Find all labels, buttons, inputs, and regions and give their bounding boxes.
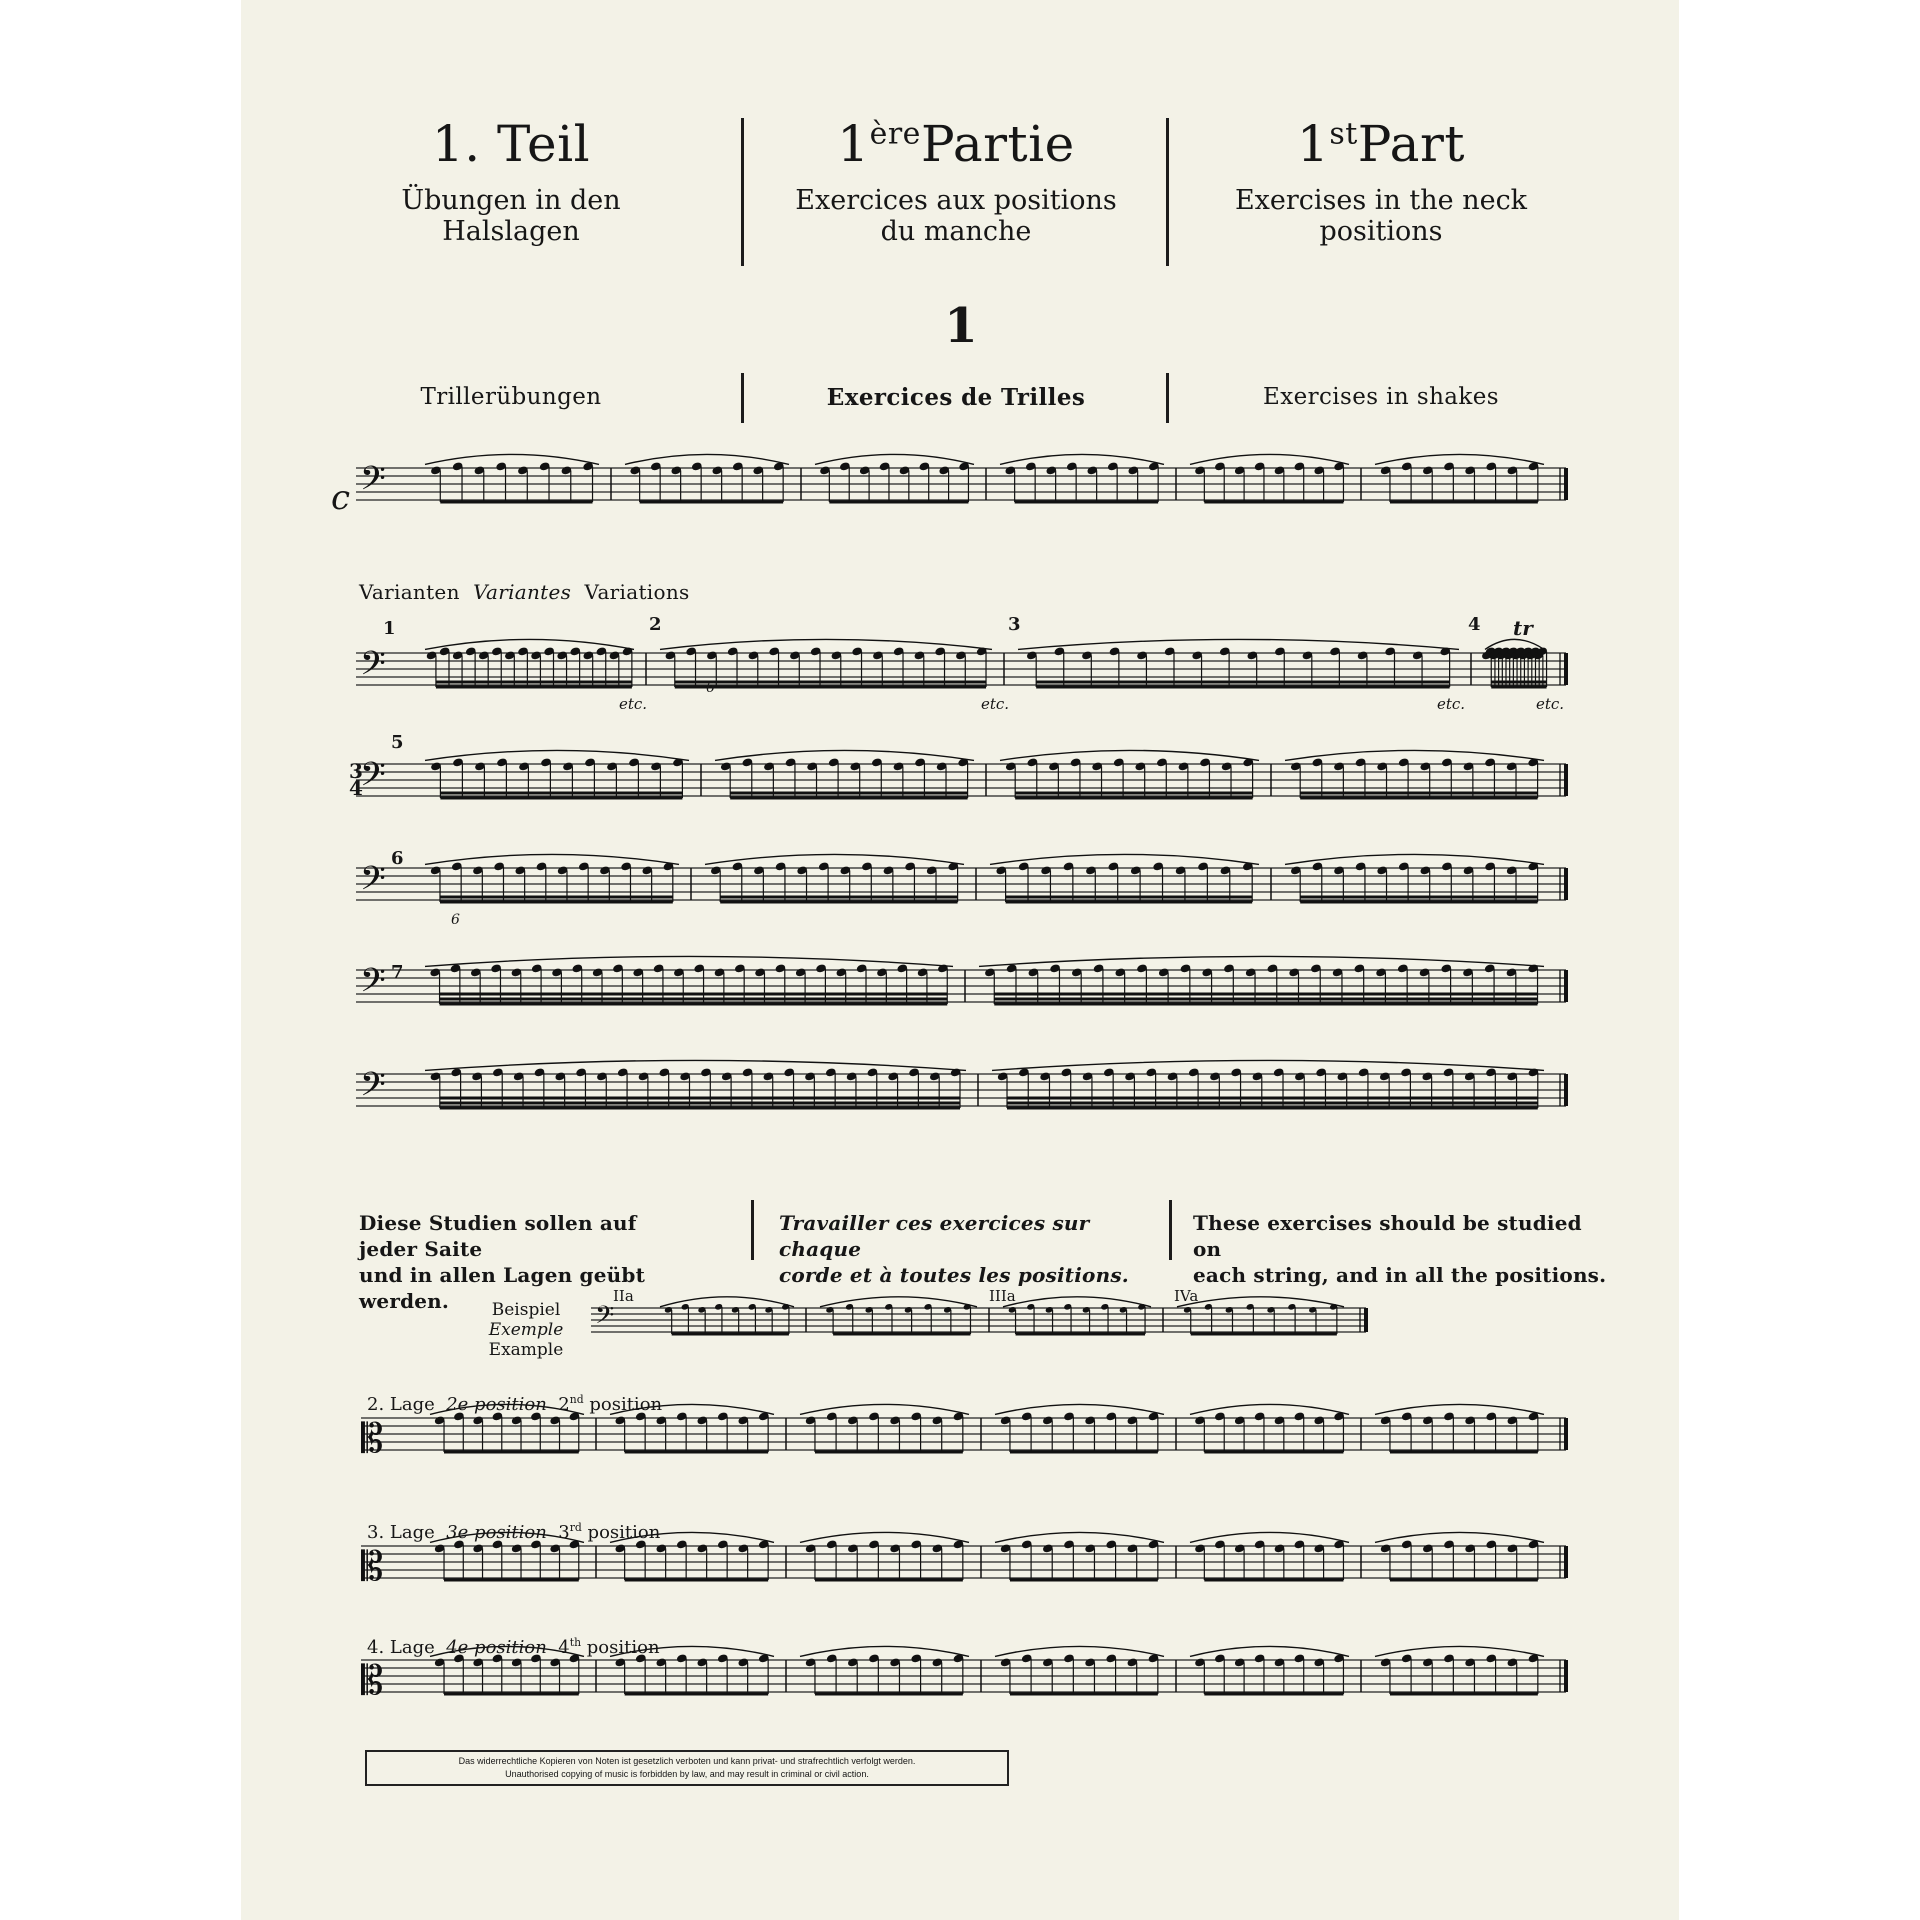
etc-mark: etc. (619, 695, 648, 713)
slur (800, 1532, 969, 1542)
bass-clef: 𝄢 (595, 1301, 615, 1336)
part-subtitle-en: Exercises in the neck positions (1234, 185, 1528, 247)
variation-number: 1 (383, 618, 396, 639)
part-title-en: 1stPart (1297, 115, 1465, 173)
position-marker: IIIa (989, 1287, 1016, 1305)
etc-mark: etc. (1536, 695, 1565, 713)
bass-clef: 𝄢 (360, 860, 386, 906)
variation-number: 2 (649, 614, 662, 635)
slur (425, 750, 689, 760)
slur (992, 1060, 1544, 1070)
instructions-de: Diese Studien sollen auf jeder Saite und in allen Lagen geübt werden. (359, 1211, 646, 1313)
slur (1000, 454, 1164, 464)
tenor-clef: 𝄡 (361, 1658, 384, 1704)
slur (425, 956, 953, 966)
slur (425, 454, 599, 464)
slur (979, 956, 1544, 966)
variation-number: 4 (1468, 614, 1481, 635)
slur (1190, 454, 1349, 464)
slur (995, 1404, 1164, 1414)
slur (1285, 854, 1544, 864)
slur (1190, 1532, 1349, 1542)
bass-clef: 𝄢 (360, 756, 386, 802)
slur (1190, 1646, 1349, 1656)
slur (800, 1404, 969, 1414)
slur (990, 854, 1259, 864)
slur (705, 854, 964, 864)
slur (1177, 1297, 1344, 1307)
slur (1018, 639, 1459, 649)
slur (1003, 1297, 1151, 1307)
music-notation (241, 0, 1679, 1920)
position-label-2: 2. Lage 2e position 2nd position (367, 1393, 663, 1415)
part-title-fr: 1èrePartie (837, 115, 1075, 173)
exercise-title-en: Exercises in shakes (1263, 384, 1499, 410)
instructions-fr: Travailler ces exercices sur chaque corde et à toutes les positions. (779, 1211, 1129, 1287)
slur (1375, 454, 1544, 464)
slur (1190, 1404, 1349, 1414)
variation-number: 6 (391, 848, 404, 869)
trill-mark: tr (1513, 616, 1533, 640)
time-signature-common: c (331, 478, 351, 518)
tenor-clef: 𝄡 (361, 1416, 384, 1462)
bass-clef: 𝄢 (360, 645, 386, 691)
score-page (241, 0, 1679, 1920)
position-label-4: 4. Lage 4e position 4th position (367, 1636, 660, 1658)
example-label: Beispiel Exemple Example (488, 1300, 564, 1360)
slur (1285, 750, 1544, 760)
slur (425, 854, 679, 864)
exercise-title-de: Trillerübungen (420, 384, 602, 410)
position-marker: IVa (1174, 1287, 1199, 1305)
instructions-en: These exercises should be studied on each string, and in all the positions. (1193, 1211, 1607, 1287)
variation-number: 5 (391, 732, 404, 753)
etc-mark: etc. (1437, 695, 1466, 713)
slur (815, 454, 974, 464)
exercise-number: 1 (944, 298, 978, 354)
time-signature-3-4: 3 4 (349, 759, 363, 800)
etc-mark: etc. (981, 695, 1010, 713)
slur (1375, 1404, 1544, 1414)
note-heads (426, 461, 1548, 1694)
instructions-divider (751, 1200, 754, 1260)
slur (800, 1646, 969, 1656)
bar-lines (596, 468, 1566, 1692)
slur (995, 1532, 1164, 1542)
copyright-notice: Das widerrechtliche Kopieren von Noten ist gesetzlich verboten und kann privat- und strafrechtlich verfolgt werden. Unauthorised copying of music is forbidden by law, and may result in criminal or civil action. (365, 1750, 1009, 1786)
bass-clef: 𝄢 (360, 1066, 386, 1112)
part-subtitle-fr: Exercices aux positions du manche (795, 185, 1117, 247)
slurs (425, 454, 1544, 1656)
slur (715, 750, 974, 760)
position-label-3: 3. Lage 3e position 3rd position (367, 1521, 661, 1543)
slur (425, 1060, 966, 1070)
sextuplet-mark: 6 (451, 912, 460, 928)
slur (1375, 1532, 1544, 1542)
part-subtitle-de: Übungen in den Halslagen (401, 185, 621, 247)
variation-number: 3 (1008, 614, 1021, 635)
variation-number: 7 (391, 962, 404, 983)
variants-label: Varianten Variantes Variations (359, 580, 690, 604)
slur (625, 454, 789, 464)
position-marker: IIa (613, 1287, 634, 1305)
slur (820, 1297, 977, 1307)
instructions-divider (1169, 1200, 1172, 1260)
bass-clef: 𝄢 (360, 962, 386, 1008)
bass-clef: 𝄢 (360, 460, 386, 506)
slur (1000, 750, 1259, 760)
part-title-de: 1. Teil (431, 115, 591, 173)
exercise-title-fr: Exercices de Trilles (826, 384, 1086, 411)
slur (995, 1646, 1164, 1656)
slur (1375, 1646, 1544, 1656)
sextuplet-mark: 6 (706, 680, 715, 696)
tenor-clef: 𝄡 (361, 1544, 384, 1590)
